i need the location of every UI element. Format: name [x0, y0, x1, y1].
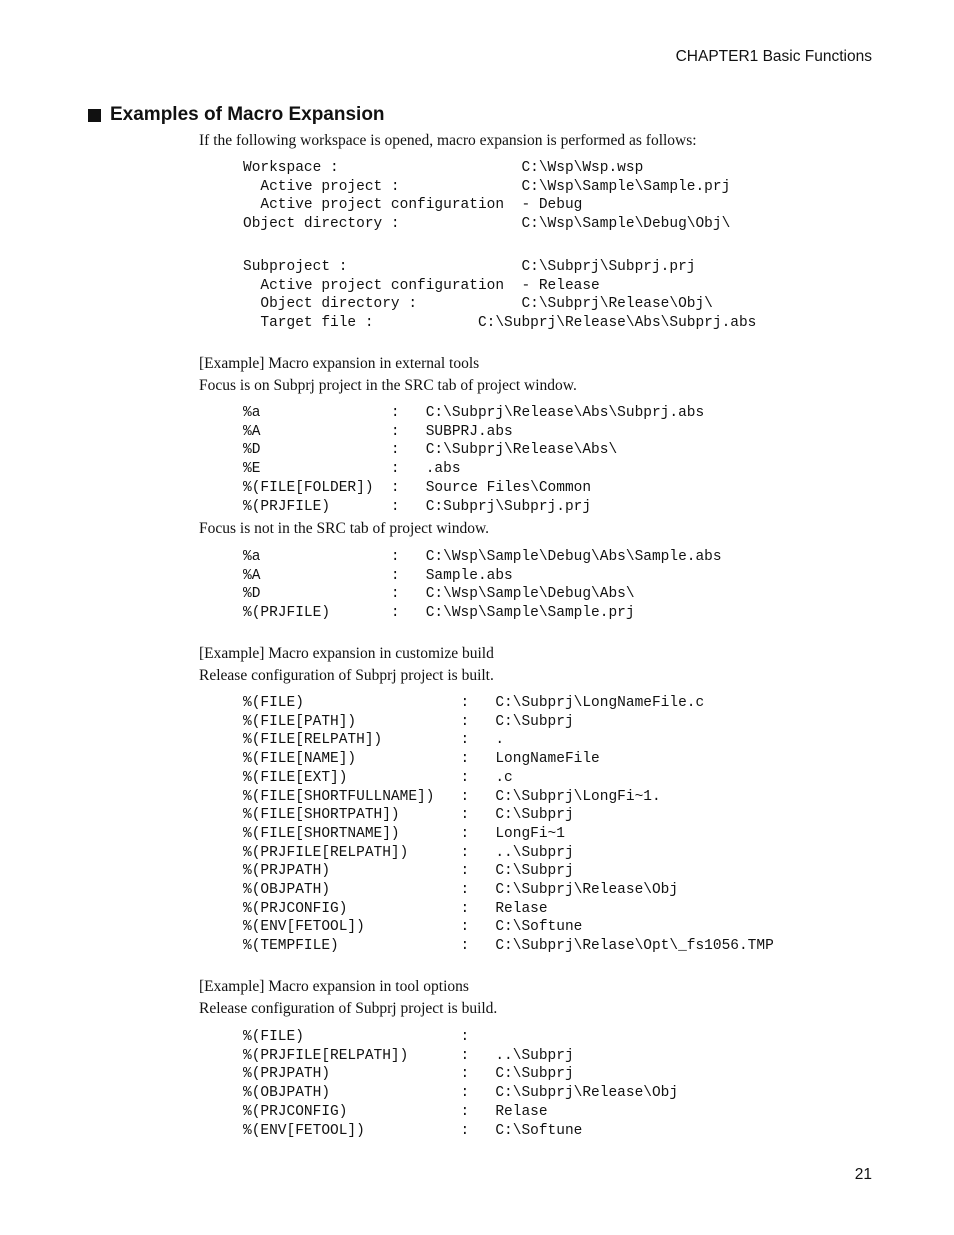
workspace-code-block: Workspace : C:\Wsp\Wsp.wsp Active project : C:\Wsp\Sample\Sample.prj Active project configuration - Debug Object directory : C:\Wsp\Sample\Debug\Obj\: [243, 160, 731, 233]
black-square-icon: [88, 109, 101, 122]
example-customize-build-caption: Release configuration of Subprj project is built.: [199, 667, 494, 684]
customize-build-code: %(FILE) : C:\Subprj\LongNameFile.c %(FILE[PATH]) : C:\Subprj %(FILE[RELPATH]) : . %(FILE[NAME]) : LongNameFile %(FILE[EXT]) : .c %(FILE[SHORTFULLNAME]) : C:\Subprj\LongFi~1. %(FILE[SHORTPATH]) : C:\Subprj %(FILE[SHORTNAME]) : LongFi~1 %(PRJFILE[RELPATH]) : ..\Subprj %(PRJPATH) : C:\Subprj %(OBJPATH) : C:\Subprj\Release\Obj %(PRJCONFIG) : Relase %(ENV[FETOOL]) : C:\Softune %(TEMPFILE) : C:\Subprj\Relase\Opt\_fs1056.TMP: [243, 695, 774, 955]
example-tool-options-title: [Example] Macro expansion in tool options: [199, 978, 469, 995]
example-external-tools-title: [Example] Macro expansion in external tools: [199, 355, 480, 372]
example-tool-options-caption: Release configuration of Subprj project is build.: [199, 1000, 498, 1017]
external-tools-code-b: %a : C:\Wsp\Sample\Debug\Abs\Sample.abs %A : Sample.abs %D : C:\Wsp\Sample\Debug\Abs\ %(PRJFILE) : C:\Wsp\Sample\Sample.prj: [243, 549, 722, 622]
external-tools-code-a: %a : C:\Subprj\Release\Abs\Subprj.abs %A : SUBPRJ.abs %D : C:\Subprj\Release\Abs\ %E : .abs %(FILE[FOLDER]) : Source Files\Common %(PRJFILE) : C:Subprj\Subprj.prj: [243, 405, 705, 515]
tool-options-code: %(FILE) : %(PRJFILE[RELPATH]) : ..\Subprj %(PRJPATH) : C:\Subprj %(OBJPATH) : C:\Subprj\Release\Obj %(PRJCONFIG) : Relase %(ENV[FETOOL]) : C:\Softune: [243, 1029, 679, 1139]
example-customize-build-title: [Example] Macro expansion in customize build: [199, 645, 494, 662]
example-external-tools-caption-b: Focus is not in the SRC tab of project window.: [199, 520, 490, 537]
intro-text: If the following workspace is opened, macro expansion is performed as follows:: [199, 132, 697, 149]
section-title: Examples of Macro Expansion: [110, 104, 385, 125]
section-heading: [88, 104, 385, 126]
subproject-code-block: Subproject : C:\Subprj\Subprj.prj Active project configuration - Release Object directory : C:\Subprj\Release\Obj\ Target file : C:\Subprj\Release\Abs\Subprj.abs: [243, 259, 757, 332]
chapter-header: CHAPTER1 Basic Functions: [675, 48, 872, 65]
example-external-tools-caption-a: Focus is on Subprj project in the SRC tab of project window.: [199, 377, 577, 394]
page-number: 21: [854, 1166, 872, 1183]
